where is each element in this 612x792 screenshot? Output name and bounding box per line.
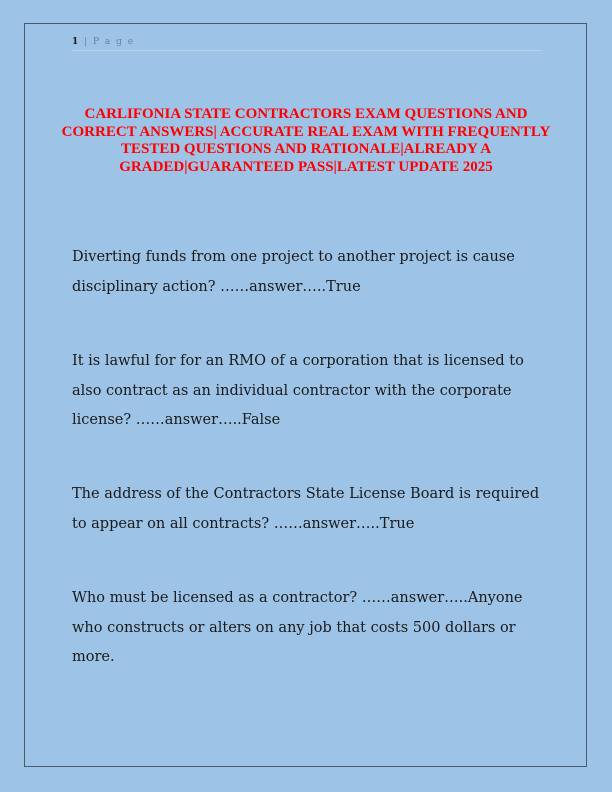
question-1: Diverting funds from one project to another project is cause disciplinary action? ……answer…..True — [72, 249, 515, 295]
document-title: CARLIFONIA STATE CONTRACTORS EXAM QUESTIONS AND CORRECT ANSWERS| ACCURATE REAL EXAM WITH FREQUENTLY TESTED QUESTIONS AND RATIONALE|ALREADY A GRADED|GUARANTEED PASS|LATEST UPDATE 2025 — [61, 106, 551, 175]
page-header — [72, 36, 542, 51]
question-3: The address of the Contractors State License Board is required to appear on all contracts? ……answer…..True — [72, 486, 540, 532]
page-label: | P a g e — [79, 37, 135, 47]
page-number: 1 — [72, 37, 80, 47]
question-4: Who must be licensed as a contractor? ……answer…..Anyone who constructs or alters on any job that costs 500 dollars or more. — [72, 590, 523, 665]
question-2: It is lawful for for an RMO of a corporation that is licensed to also contract as an individual contractor with the corporate license? ……answer…..False — [72, 353, 524, 428]
